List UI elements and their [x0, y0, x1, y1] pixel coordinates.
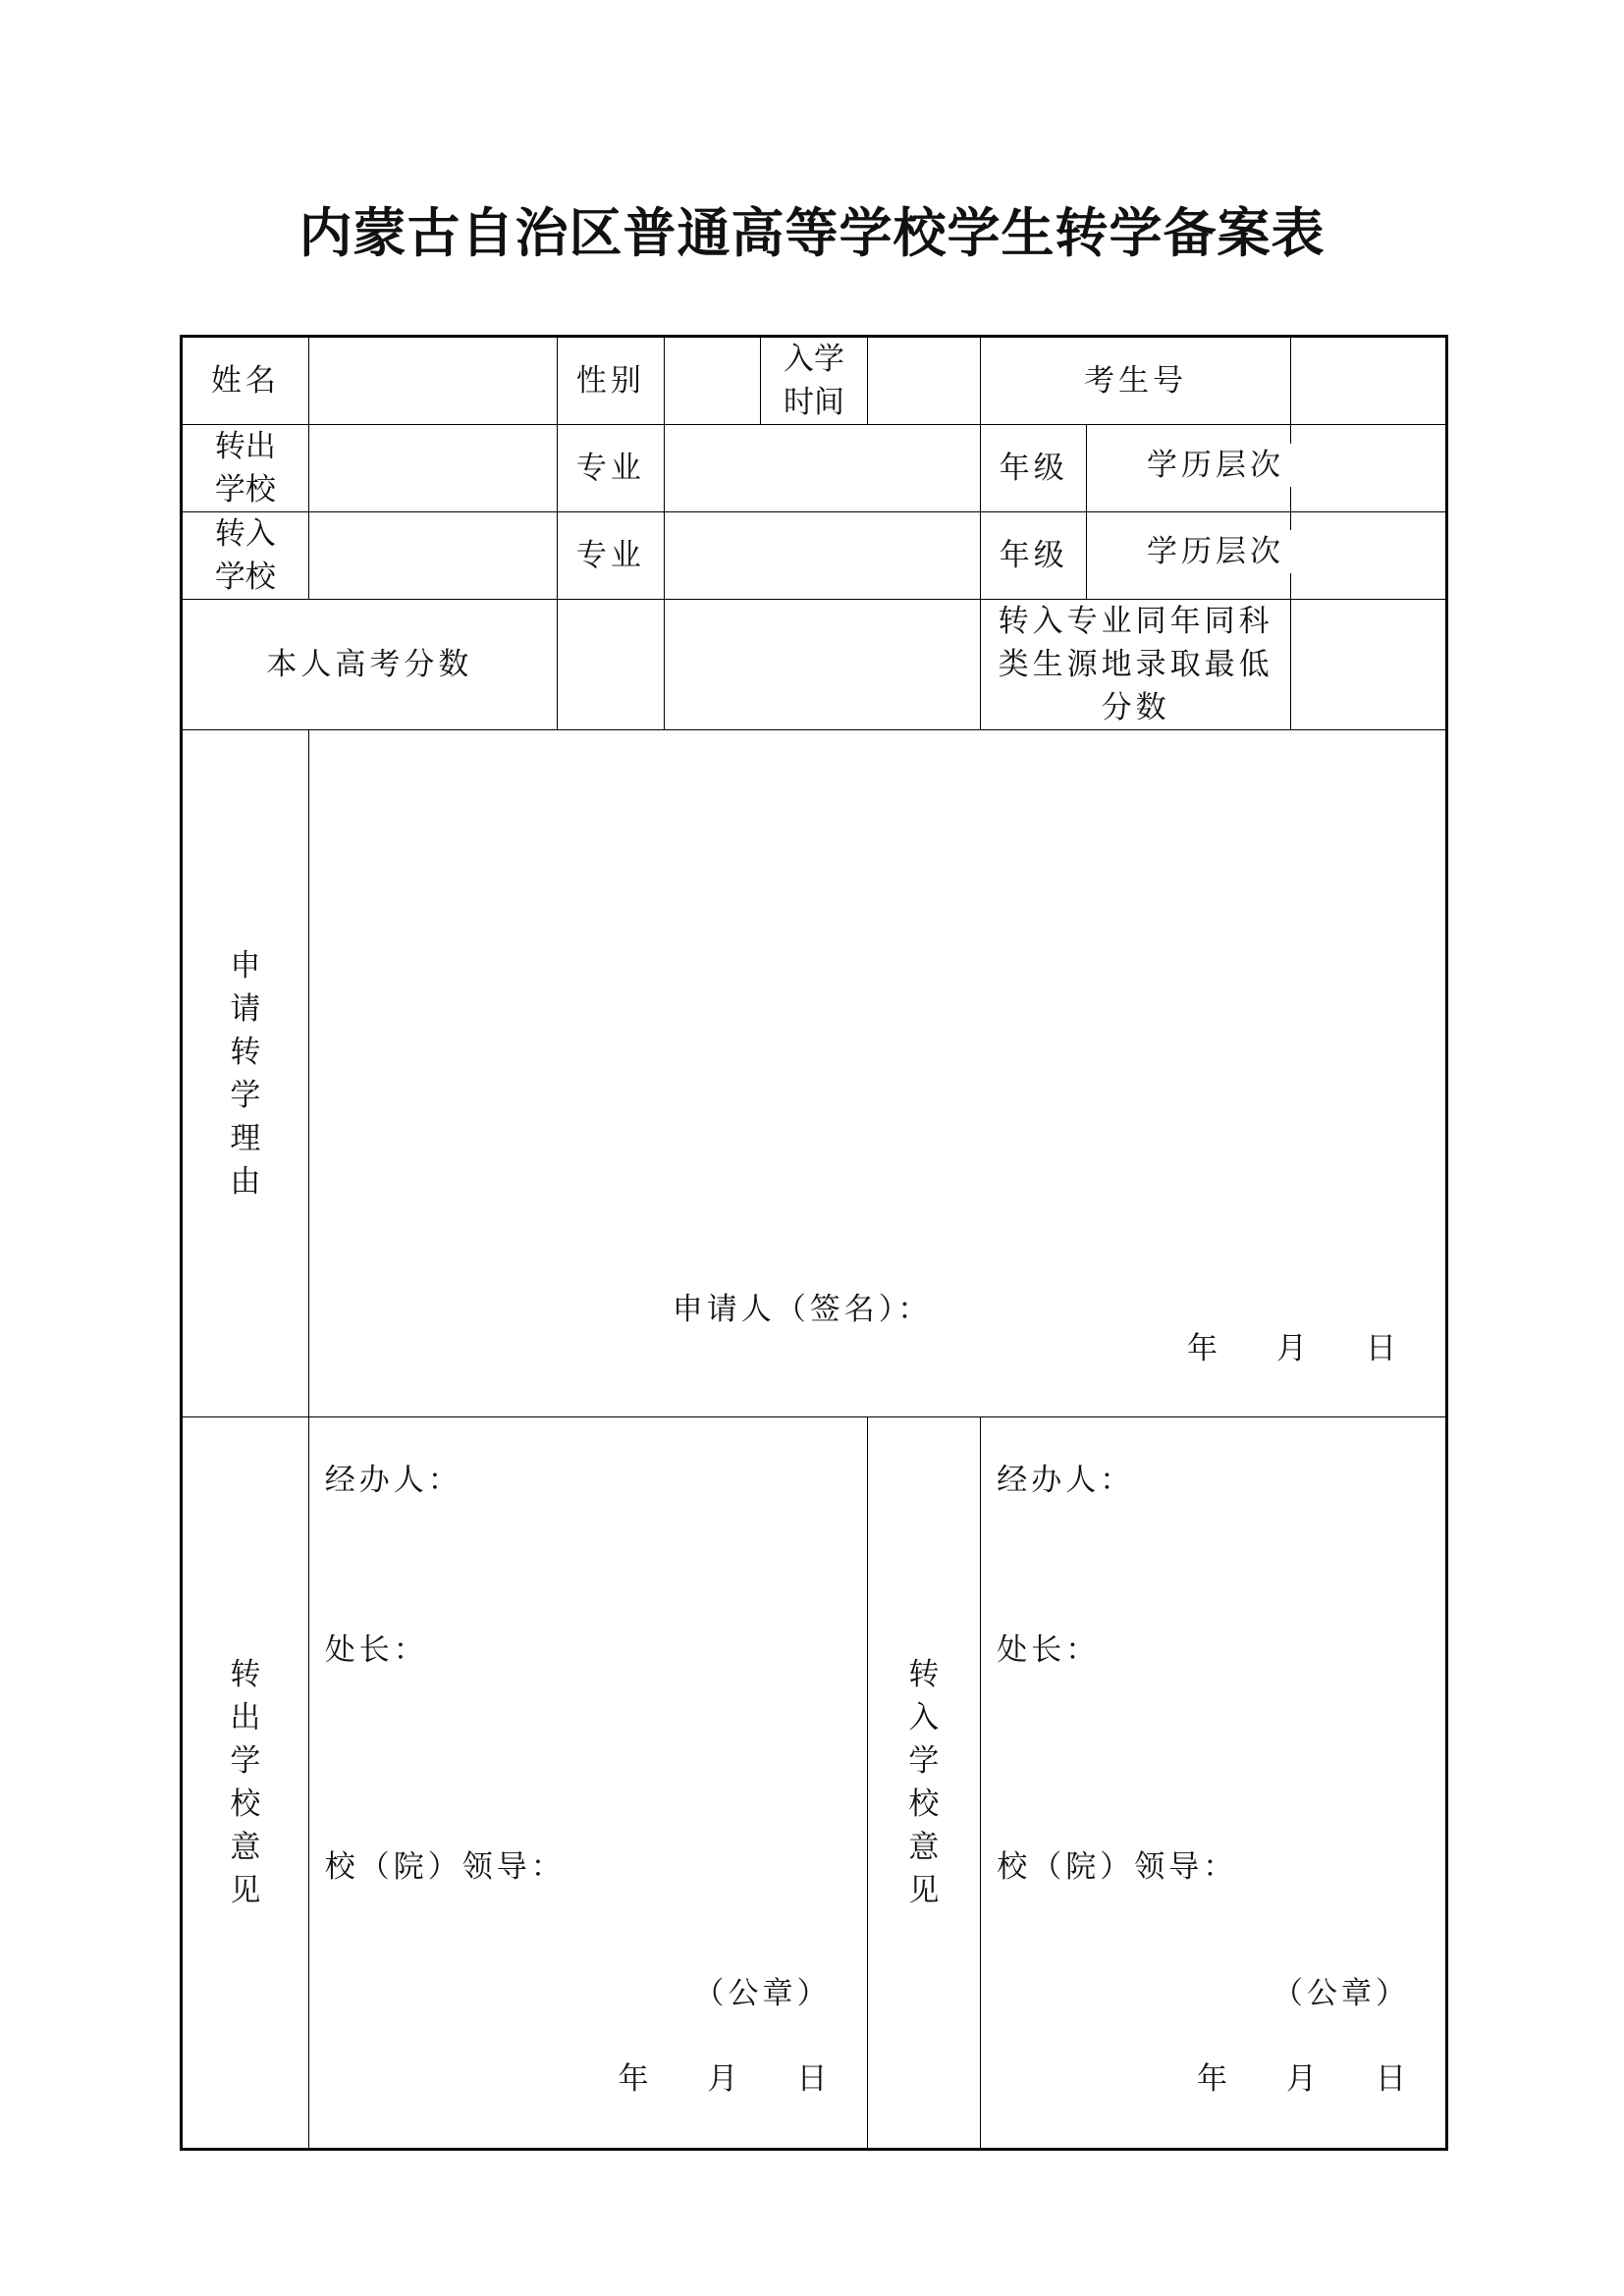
in-handler-label: 经办人： — [997, 1463, 1135, 1498]
out-seal-label: （公章） — [693, 1976, 832, 2011]
enroll-time-label — [761, 337, 867, 425]
day-label: 日 — [1376, 2061, 1410, 2097]
day-label: 日 — [1366, 1331, 1400, 1366]
reason-date — [1187, 1327, 1400, 1370]
in-seal-label: （公章） — [1272, 1976, 1410, 2011]
to-major-field[interactable] — [665, 512, 981, 600]
enroll-time-text: 入学时间 — [783, 342, 844, 420]
applicant-sign-label: 申请人（签名）： — [672, 1292, 933, 1327]
in-opinion-field[interactable] — [981, 1417, 1447, 2150]
in-opinion-label-text: 转入学校意见 — [908, 1657, 940, 1908]
from-major-label: 专业 — [557, 425, 664, 512]
in-opinion-label — [867, 1417, 981, 2150]
min-score-text: 转入专业同年同科类生源地录取最低分数 — [998, 604, 1273, 725]
reason-label-text: 申请转学理由 — [230, 947, 261, 1200]
from-grade-label: 年级 — [981, 425, 1087, 512]
from-edu-level-field[interactable] — [1290, 425, 1446, 512]
transfer-record-form — [180, 335, 1448, 2151]
reason-label — [182, 730, 309, 1417]
exam-no-label: 考生号 — [981, 337, 1291, 425]
page-title: 内蒙古自治区普通高等学校学生转学备案表 — [298, 201, 1326, 264]
name-label: 姓名 — [182, 337, 309, 425]
exam-no-field[interactable] — [1290, 337, 1446, 425]
year-label: 年 — [1187, 1331, 1221, 1366]
day-label: 日 — [796, 2061, 832, 2097]
year-label: 年 — [1197, 2061, 1231, 2097]
in-director-label: 处长： — [997, 1632, 1101, 1668]
gender-label: 性别 — [557, 337, 664, 425]
from-school-label — [182, 425, 309, 512]
to-edu-level-field[interactable] — [1290, 512, 1446, 600]
out-director-label: 处长： — [324, 1632, 428, 1668]
gaokao-score-field[interactable] — [557, 600, 664, 730]
row-reason — [182, 730, 1447, 1417]
to-school-text: 转入学校 — [214, 516, 276, 595]
out-handler-label: 经办人： — [324, 1463, 462, 1498]
to-major-label: 专业 — [557, 512, 664, 600]
month-label: 月 — [707, 2061, 742, 2097]
to-grade-label: 年级 — [981, 512, 1087, 600]
in-date — [1197, 2057, 1410, 2101]
gaokao-score-label: 本人高考分数 — [182, 600, 558, 730]
enroll-time-field[interactable] — [867, 337, 981, 425]
month-label: 月 — [1276, 1331, 1311, 1366]
edu-level-label-in: 学历层次 — [1121, 530, 1310, 573]
out-opinion-label-text: 转出学校意见 — [230, 1657, 261, 1908]
name-field[interactable] — [308, 337, 557, 425]
reason-field[interactable] — [308, 730, 1446, 1417]
from-school-field[interactable] — [308, 425, 557, 512]
row-opinions — [182, 1417, 1447, 2150]
to-school-label — [182, 512, 309, 600]
out-opinion-field[interactable] — [308, 1417, 867, 2150]
min-score-label — [981, 600, 1291, 730]
month-label: 月 — [1286, 2061, 1321, 2097]
row-basic-info — [182, 337, 1447, 425]
from-school-text: 转出学校 — [214, 429, 276, 507]
in-leader-label: 校（院）领导： — [997, 1849, 1238, 1885]
min-score-field[interactable] — [1290, 600, 1446, 730]
out-date — [619, 2057, 832, 2101]
out-opinion-label — [182, 1417, 309, 2150]
from-major-field[interactable] — [665, 425, 981, 512]
row-scores — [182, 600, 1447, 730]
to-school-field[interactable] — [308, 512, 557, 600]
edu-level-label-out: 学历层次 — [1121, 444, 1310, 487]
gaokao-score-extra-field[interactable] — [665, 600, 981, 730]
year-label: 年 — [618, 2061, 653, 2097]
gender-field[interactable] — [665, 337, 761, 425]
out-leader-label: 校（院）领导： — [324, 1849, 566, 1885]
